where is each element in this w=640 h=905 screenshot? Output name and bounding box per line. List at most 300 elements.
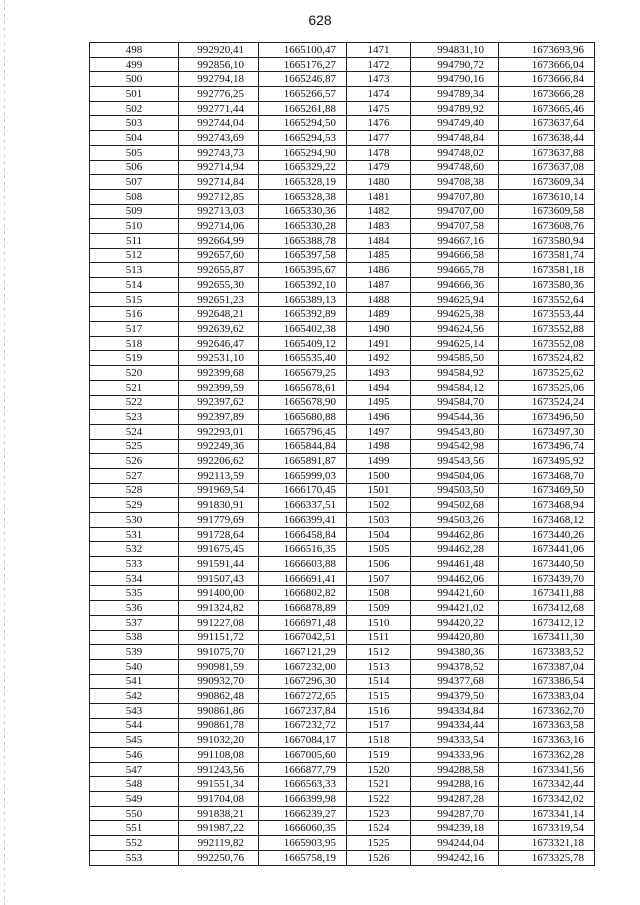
x-coordinate-cell: 992794,18 (179, 72, 259, 87)
y-coordinate-cell: 1666802,82 (259, 586, 347, 601)
x-coordinate-cell: 992714,06 (179, 219, 259, 234)
x-coordinate-cell: 991591,44 (179, 557, 259, 572)
point-number-cell: 1508 (347, 586, 411, 601)
y-coordinate-cell: 1673637,88 (499, 145, 595, 160)
x-coordinate-cell: 992712,85 (179, 189, 259, 204)
point-number-cell: 519 (90, 351, 179, 366)
point-number-cell: 522 (90, 395, 179, 410)
table-row (90, 498, 595, 513)
point-number-cell: 1492 (347, 351, 411, 366)
y-coordinate-cell: 1673666,84 (499, 72, 595, 87)
point-number-cell: 513 (90, 263, 179, 278)
table-row (90, 175, 595, 190)
x-coordinate-cell: 992920,41 (179, 43, 259, 58)
x-coordinate-cell: 994242,16 (411, 850, 499, 865)
x-coordinate-cell: 994666,36 (411, 278, 499, 293)
point-number-cell: 524 (90, 424, 179, 439)
x-coordinate-cell: 994789,92 (411, 101, 499, 116)
y-coordinate-cell: 1673637,08 (499, 160, 595, 175)
x-coordinate-cell: 994707,00 (411, 204, 499, 219)
point-number-cell: 1522 (347, 792, 411, 807)
x-coordinate-cell: 994748,02 (411, 145, 499, 160)
table-row (90, 131, 595, 146)
y-coordinate-cell: 1665392,89 (259, 307, 347, 322)
table-row (90, 380, 595, 395)
y-coordinate-cell: 1673693,96 (499, 43, 595, 58)
point-number-cell: 506 (90, 160, 179, 175)
x-coordinate-cell: 992648,21 (179, 307, 259, 322)
point-number-cell: 530 (90, 513, 179, 528)
table-row (90, 57, 595, 72)
x-coordinate-cell: 991075,70 (179, 645, 259, 660)
point-number-cell: 552 (90, 836, 179, 851)
point-number-cell: 1490 (347, 322, 411, 337)
y-coordinate-cell: 1665409,12 (259, 336, 347, 351)
point-number-cell: 1486 (347, 263, 411, 278)
table-row (90, 733, 595, 748)
y-coordinate-cell: 1665246,87 (259, 72, 347, 87)
point-number-cell: 1484 (347, 233, 411, 248)
x-coordinate-cell: 994543,80 (411, 424, 499, 439)
table-row (90, 850, 595, 865)
point-number-cell: 1478 (347, 145, 411, 160)
x-coordinate-cell: 994461,48 (411, 557, 499, 572)
x-coordinate-cell: 991704,08 (179, 792, 259, 807)
y-coordinate-cell: 1673552,88 (499, 322, 595, 337)
y-coordinate-cell: 1673637,64 (499, 116, 595, 131)
x-coordinate-cell: 992113,59 (179, 468, 259, 483)
point-number-cell: 504 (90, 131, 179, 146)
point-number-cell: 505 (90, 145, 179, 160)
point-number-cell: 1496 (347, 410, 411, 425)
y-coordinate-cell: 1665679,25 (259, 366, 347, 381)
point-number-cell: 1481 (347, 189, 411, 204)
point-number-cell: 1525 (347, 836, 411, 851)
point-number-cell: 536 (90, 601, 179, 616)
y-coordinate-cell: 1665294,90 (259, 145, 347, 160)
point-number-cell: 533 (90, 557, 179, 572)
y-coordinate-cell: 1673608,76 (499, 219, 595, 234)
table-row (90, 307, 595, 322)
y-coordinate-cell: 1667296,30 (259, 674, 347, 689)
x-coordinate-cell: 992771,44 (179, 101, 259, 116)
x-coordinate-cell: 994239,18 (411, 821, 499, 836)
x-coordinate-cell: 994504,06 (411, 468, 499, 483)
point-number-cell: 549 (90, 792, 179, 807)
y-coordinate-cell: 1665758,19 (259, 850, 347, 865)
table-row (90, 615, 595, 630)
y-coordinate-cell: 1673665,46 (499, 101, 595, 116)
point-number-cell: 544 (90, 718, 179, 733)
point-number-cell: 531 (90, 527, 179, 542)
x-coordinate-cell: 994584,12 (411, 380, 499, 395)
y-coordinate-cell: 1666516,35 (259, 542, 347, 557)
x-coordinate-cell: 991507,43 (179, 571, 259, 586)
x-coordinate-cell: 994790,16 (411, 72, 499, 87)
point-number-cell: 1479 (347, 160, 411, 175)
x-coordinate-cell: 994379,50 (411, 689, 499, 704)
x-coordinate-cell: 994462,86 (411, 527, 499, 542)
x-coordinate-cell: 991108,08 (179, 748, 259, 763)
point-number-cell: 509 (90, 204, 179, 219)
point-number-cell: 1495 (347, 395, 411, 410)
y-coordinate-cell: 1673383,52 (499, 645, 595, 660)
y-coordinate-cell: 1666563,33 (259, 777, 347, 792)
y-coordinate-cell: 1665395,67 (259, 263, 347, 278)
x-coordinate-cell: 994790,72 (411, 57, 499, 72)
y-coordinate-cell: 1673387,04 (499, 659, 595, 674)
x-coordinate-cell: 994287,28 (411, 792, 499, 807)
point-number-cell: 1477 (347, 131, 411, 146)
table-row (90, 792, 595, 807)
x-coordinate-cell: 991728,64 (179, 527, 259, 542)
x-coordinate-cell: 994666,58 (411, 248, 499, 263)
point-number-cell: 1474 (347, 87, 411, 102)
x-coordinate-cell: 992713,03 (179, 204, 259, 219)
coordinates-table-body (90, 43, 595, 866)
x-coordinate-cell: 994625,38 (411, 307, 499, 322)
point-number-cell: 515 (90, 292, 179, 307)
x-coordinate-cell: 994667,16 (411, 233, 499, 248)
y-coordinate-cell: 1665678,90 (259, 395, 347, 410)
table-row (90, 777, 595, 792)
x-coordinate-cell: 994584,70 (411, 395, 499, 410)
y-coordinate-cell: 1673609,58 (499, 204, 595, 219)
x-coordinate-cell: 994334,44 (411, 718, 499, 733)
y-coordinate-cell: 1673495,92 (499, 454, 595, 469)
table-row (90, 674, 595, 689)
point-number-cell: 508 (90, 189, 179, 204)
y-coordinate-cell: 1673496,74 (499, 439, 595, 454)
point-number-cell: 1480 (347, 175, 411, 190)
y-coordinate-cell: 1673666,28 (499, 87, 595, 102)
table-row (90, 689, 595, 704)
x-coordinate-cell: 992664,99 (179, 233, 259, 248)
point-number-cell: 1497 (347, 424, 411, 439)
point-number-cell: 1476 (347, 116, 411, 131)
point-number-cell: 1485 (347, 248, 411, 263)
x-coordinate-cell: 994831,10 (411, 43, 499, 58)
point-number-cell: 1493 (347, 366, 411, 381)
x-coordinate-cell: 992397,62 (179, 395, 259, 410)
x-coordinate-cell: 992399,59 (179, 380, 259, 395)
y-coordinate-cell: 1673341,56 (499, 762, 595, 777)
point-number-cell: 537 (90, 615, 179, 630)
point-number-cell: 1518 (347, 733, 411, 748)
page-number: 628 (308, 12, 332, 28)
y-coordinate-cell: 1666603,88 (259, 557, 347, 572)
table-row (90, 336, 595, 351)
point-number-cell: 1482 (347, 204, 411, 219)
table-row (90, 204, 595, 219)
table-row (90, 160, 595, 175)
y-coordinate-cell: 1673609,34 (499, 175, 595, 190)
table-row (90, 513, 595, 528)
point-number-cell: 498 (90, 43, 179, 58)
point-number-cell: 529 (90, 498, 179, 513)
y-coordinate-cell: 1665388,78 (259, 233, 347, 248)
point-number-cell: 1504 (347, 527, 411, 542)
point-number-cell: 518 (90, 336, 179, 351)
y-coordinate-cell: 1673440,50 (499, 557, 595, 572)
y-coordinate-cell: 1665261,88 (259, 101, 347, 116)
point-number-cell: 1491 (347, 336, 411, 351)
x-coordinate-cell: 992714,94 (179, 160, 259, 175)
x-coordinate-cell: 992119,82 (179, 836, 259, 851)
point-number-cell: 1472 (347, 57, 411, 72)
x-coordinate-cell: 990861,78 (179, 718, 259, 733)
y-coordinate-cell: 1673441,06 (499, 542, 595, 557)
y-coordinate-cell: 1667005,60 (259, 748, 347, 763)
y-coordinate-cell: 1665294,50 (259, 116, 347, 131)
y-coordinate-cell: 1673468,94 (499, 498, 595, 513)
y-coordinate-cell: 1665535,40 (259, 351, 347, 366)
y-coordinate-cell: 1673439,70 (499, 571, 595, 586)
y-coordinate-cell: 1673469,50 (499, 483, 595, 498)
y-coordinate-cell: 1673363,58 (499, 718, 595, 733)
x-coordinate-cell: 991324,82 (179, 601, 259, 616)
y-coordinate-cell: 1667084,17 (259, 733, 347, 748)
y-coordinate-cell: 1673580,36 (499, 278, 595, 293)
table-row (90, 468, 595, 483)
point-number-cell: 547 (90, 762, 179, 777)
y-coordinate-cell: 1673383,04 (499, 689, 595, 704)
point-number-cell: 1516 (347, 703, 411, 718)
table-row (90, 233, 595, 248)
point-number-cell: 1507 (347, 571, 411, 586)
y-coordinate-cell: 1673525,62 (499, 366, 595, 381)
x-coordinate-cell: 994244,04 (411, 836, 499, 851)
point-number-cell: 512 (90, 248, 179, 263)
y-coordinate-cell: 1665330,36 (259, 204, 347, 219)
point-number-cell: 528 (90, 483, 179, 498)
point-number-cell: 1487 (347, 278, 411, 293)
point-number-cell: 1475 (347, 101, 411, 116)
x-coordinate-cell: 994420,80 (411, 630, 499, 645)
point-number-cell: 1510 (347, 615, 411, 630)
point-number-cell: 1526 (347, 850, 411, 865)
x-coordinate-cell: 992657,60 (179, 248, 259, 263)
y-coordinate-cell: 1665796,45 (259, 424, 347, 439)
table-row (90, 586, 595, 601)
x-coordinate-cell: 994462,28 (411, 542, 499, 557)
x-coordinate-cell: 994625,14 (411, 336, 499, 351)
point-number-cell: 1524 (347, 821, 411, 836)
point-number-cell: 516 (90, 307, 179, 322)
point-number-cell: 543 (90, 703, 179, 718)
point-number-cell: 532 (90, 542, 179, 557)
x-coordinate-cell: 994749,40 (411, 116, 499, 131)
scan-edge (4, 0, 5, 905)
point-number-cell: 502 (90, 101, 179, 116)
y-coordinate-cell: 1665680,88 (259, 410, 347, 425)
table-row (90, 542, 595, 557)
point-number-cell: 1514 (347, 674, 411, 689)
x-coordinate-cell: 994333,54 (411, 733, 499, 748)
y-coordinate-cell: 1673341,14 (499, 806, 595, 821)
x-coordinate-cell: 992776,25 (179, 87, 259, 102)
x-coordinate-cell: 991987,22 (179, 821, 259, 836)
y-coordinate-cell: 1665844,84 (259, 439, 347, 454)
x-coordinate-cell: 994288,58 (411, 762, 499, 777)
point-number-cell: 546 (90, 748, 179, 763)
x-coordinate-cell: 994377,68 (411, 674, 499, 689)
y-coordinate-cell: 1673319,54 (499, 821, 595, 836)
point-number-cell: 551 (90, 821, 179, 836)
x-coordinate-cell: 992856,10 (179, 57, 259, 72)
x-coordinate-cell: 994748,84 (411, 131, 499, 146)
y-coordinate-cell: 1667272,65 (259, 689, 347, 704)
y-coordinate-cell: 1666170,45 (259, 483, 347, 498)
y-coordinate-cell: 1665678,61 (259, 380, 347, 395)
table-row (90, 557, 595, 572)
y-coordinate-cell: 1665392,10 (259, 278, 347, 293)
point-number-cell: 1521 (347, 777, 411, 792)
y-coordinate-cell: 1667042,51 (259, 630, 347, 645)
point-number-cell: 525 (90, 439, 179, 454)
x-coordinate-cell: 994544,36 (411, 410, 499, 425)
x-coordinate-cell: 994421,60 (411, 586, 499, 601)
y-coordinate-cell: 1666399,41 (259, 513, 347, 528)
x-coordinate-cell: 994287,70 (411, 806, 499, 821)
point-number-cell: 553 (90, 850, 179, 865)
y-coordinate-cell: 1665389,13 (259, 292, 347, 307)
point-number-cell: 1517 (347, 718, 411, 733)
point-number-cell: 534 (90, 571, 179, 586)
y-coordinate-cell: 1673496,50 (499, 410, 595, 425)
table-row (90, 263, 595, 278)
point-number-cell: 550 (90, 806, 179, 821)
y-coordinate-cell: 1665328,38 (259, 189, 347, 204)
point-number-cell: 501 (90, 87, 179, 102)
point-number-cell: 526 (90, 454, 179, 469)
y-coordinate-cell: 1666458,84 (259, 527, 347, 542)
table-row (90, 72, 595, 87)
y-coordinate-cell: 1666878,89 (259, 601, 347, 616)
point-number-cell: 499 (90, 57, 179, 72)
y-coordinate-cell: 1673524,24 (499, 395, 595, 410)
x-coordinate-cell: 992743,69 (179, 131, 259, 146)
x-coordinate-cell: 994665,78 (411, 263, 499, 278)
x-coordinate-cell: 992399,68 (179, 366, 259, 381)
table-row (90, 366, 595, 381)
x-coordinate-cell: 992531,10 (179, 351, 259, 366)
coordinates-table (89, 42, 595, 866)
x-coordinate-cell: 990862,48 (179, 689, 259, 704)
y-coordinate-cell: 1673525,06 (499, 380, 595, 395)
point-number-cell: 1473 (347, 72, 411, 87)
y-coordinate-cell: 1673553,44 (499, 307, 595, 322)
x-coordinate-cell: 991551,34 (179, 777, 259, 792)
point-number-cell: 1511 (347, 630, 411, 645)
point-number-cell: 1502 (347, 498, 411, 513)
x-coordinate-cell: 992714,84 (179, 175, 259, 190)
point-number-cell: 520 (90, 366, 179, 381)
table-row (90, 601, 595, 616)
table-row (90, 483, 595, 498)
x-coordinate-cell: 991675,45 (179, 542, 259, 557)
point-number-cell: 1509 (347, 601, 411, 616)
y-coordinate-cell: 1673468,12 (499, 513, 595, 528)
y-coordinate-cell: 1673321,18 (499, 836, 595, 851)
x-coordinate-cell: 994380,36 (411, 645, 499, 660)
x-coordinate-cell: 994708,38 (411, 175, 499, 190)
point-number-cell: 1500 (347, 468, 411, 483)
x-coordinate-cell: 994707,80 (411, 189, 499, 204)
point-number-cell: 521 (90, 380, 179, 395)
y-coordinate-cell: 1673581,74 (499, 248, 595, 263)
x-coordinate-cell: 992206,62 (179, 454, 259, 469)
y-coordinate-cell: 1666691,41 (259, 571, 347, 586)
x-coordinate-cell: 994542,98 (411, 439, 499, 454)
point-number-cell: 1519 (347, 748, 411, 763)
point-number-cell: 517 (90, 322, 179, 337)
point-number-cell: 539 (90, 645, 179, 660)
x-coordinate-cell: 994585,50 (411, 351, 499, 366)
point-number-cell: 1515 (347, 689, 411, 704)
x-coordinate-cell: 994334,84 (411, 703, 499, 718)
point-number-cell: 507 (90, 175, 179, 190)
x-coordinate-cell: 994789,34 (411, 87, 499, 102)
y-coordinate-cell: 1673325,78 (499, 850, 595, 865)
table-row (90, 762, 595, 777)
point-number-cell: 1520 (347, 762, 411, 777)
point-number-cell: 538 (90, 630, 179, 645)
y-coordinate-cell: 1673552,08 (499, 336, 595, 351)
y-coordinate-cell: 1665999,03 (259, 468, 347, 483)
x-coordinate-cell: 991151,72 (179, 630, 259, 645)
table-row (90, 101, 595, 116)
point-number-cell: 527 (90, 468, 179, 483)
y-coordinate-cell: 1666971,48 (259, 615, 347, 630)
y-coordinate-cell: 1673581,18 (499, 263, 595, 278)
x-coordinate-cell: 994748,60 (411, 160, 499, 175)
x-coordinate-cell: 992646,47 (179, 336, 259, 351)
table-row (90, 248, 595, 263)
x-coordinate-cell: 991400,00 (179, 586, 259, 601)
point-number-cell: 1471 (347, 43, 411, 58)
table-row (90, 351, 595, 366)
point-number-cell: 545 (90, 733, 179, 748)
y-coordinate-cell: 1667232,72 (259, 718, 347, 733)
table-row (90, 703, 595, 718)
x-coordinate-cell: 994288,16 (411, 777, 499, 792)
x-coordinate-cell: 994502,68 (411, 498, 499, 513)
table-row (90, 395, 595, 410)
y-coordinate-cell: 1665329,22 (259, 160, 347, 175)
x-coordinate-cell: 991830,91 (179, 498, 259, 513)
point-number-cell: 541 (90, 674, 179, 689)
y-coordinate-cell: 1666239,27 (259, 806, 347, 821)
y-coordinate-cell: 1673412,68 (499, 601, 595, 616)
y-coordinate-cell: 1673362,28 (499, 748, 595, 763)
table-row (90, 278, 595, 293)
table-row (90, 87, 595, 102)
point-number-cell: 542 (90, 689, 179, 704)
x-coordinate-cell: 992250,76 (179, 850, 259, 865)
point-number-cell: 1512 (347, 645, 411, 660)
x-coordinate-cell: 991032,20 (179, 733, 259, 748)
point-number-cell: 1483 (347, 219, 411, 234)
x-coordinate-cell: 992655,30 (179, 278, 259, 293)
x-coordinate-cell: 994503,26 (411, 513, 499, 528)
y-coordinate-cell: 1673386,54 (499, 674, 595, 689)
x-coordinate-cell: 990932,70 (179, 674, 259, 689)
y-coordinate-cell: 1665294,53 (259, 131, 347, 146)
x-coordinate-cell: 994625,94 (411, 292, 499, 307)
table-row (90, 219, 595, 234)
y-coordinate-cell: 1666060,35 (259, 821, 347, 836)
